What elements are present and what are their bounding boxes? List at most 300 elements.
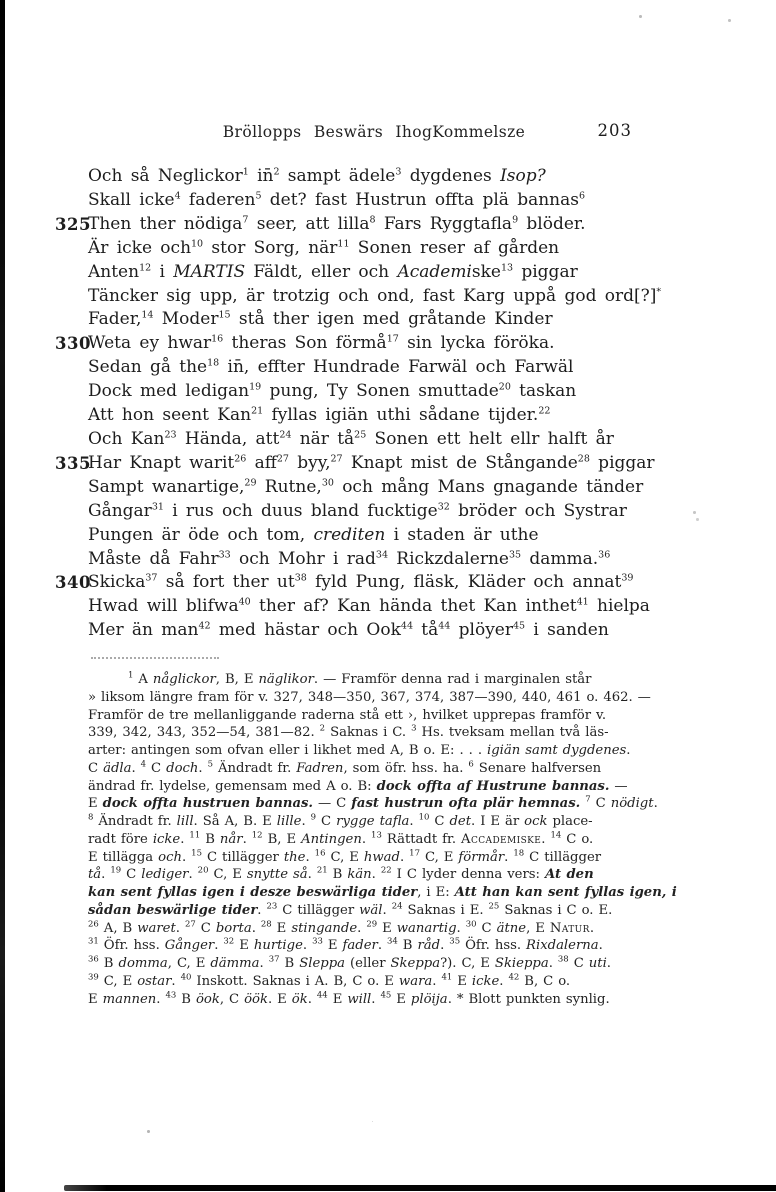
footnote-reference: 27 xyxy=(184,919,196,930)
text-segment: Isop? xyxy=(500,166,546,186)
text-segment: . xyxy=(598,938,603,954)
footnote-reference: 22 xyxy=(538,405,551,417)
text-segment: the xyxy=(283,849,306,865)
footnote-line xyxy=(88,866,688,884)
text-segment: . xyxy=(188,867,198,883)
text-segment: Att hon seent Kan xyxy=(88,405,252,426)
footnote-line xyxy=(88,813,688,831)
footnote-reference: 42 xyxy=(198,620,211,632)
text-segment: Inskott. Saknas i A. B, C o. E xyxy=(191,973,399,989)
text-segment: . xyxy=(305,849,315,865)
footnote-reference: 36 xyxy=(598,548,611,560)
text-segment: crediten xyxy=(313,524,386,545)
text-segment: will xyxy=(347,991,372,1007)
footnote-reference: 20 xyxy=(197,865,209,876)
footnote-reference: 28 xyxy=(577,453,590,465)
footnote-reference: 26 xyxy=(88,919,99,930)
text-segment: Sleppa xyxy=(299,956,346,971)
text-segment: stå ther igen med gråtande Kinder xyxy=(230,309,553,330)
text-segment: Ändradt fr. xyxy=(93,814,177,829)
text-segment: E xyxy=(327,991,348,1007)
text-segment: . * Blott punkten synlig. xyxy=(447,991,610,1007)
text-segment: sampt ädele xyxy=(279,166,396,186)
text-segment: B xyxy=(279,956,300,971)
text-segment: bröder och Systrar xyxy=(449,500,627,521)
text-segment: sin lycka föröka. xyxy=(398,333,555,354)
text-segment: Accademiske xyxy=(461,831,542,847)
text-segment: icke xyxy=(471,973,500,989)
text-segment: förmår xyxy=(458,849,505,865)
text-segment: . xyxy=(399,849,410,865)
text-segment: mannen xyxy=(102,991,157,1007)
text-segment: kan sent fyllas igen i desze beswärliga tider xyxy=(88,885,418,900)
footnote-reference: 41 xyxy=(576,596,589,608)
text-segment: Att han kan sent fyllas igen, i xyxy=(454,885,677,900)
verse-line-text xyxy=(88,190,585,210)
text-segment: Hwad will blifwa xyxy=(88,596,239,617)
text-segment: . xyxy=(440,938,450,954)
verse-line-text xyxy=(88,501,627,521)
text-segment: Har Knapt warit xyxy=(88,452,235,473)
footnote-reference: 45 xyxy=(513,620,526,632)
verse-line xyxy=(88,524,708,548)
text-segment: ?). C, E xyxy=(440,956,495,971)
footnote-reference: 8 xyxy=(88,812,94,823)
verse-line-text xyxy=(88,166,546,186)
verse-line xyxy=(88,308,708,332)
text-segment: tå xyxy=(88,867,102,883)
verse-line xyxy=(88,548,708,572)
text-segment: Then ther nödiga xyxy=(88,213,243,234)
text-segment: och Mohr i rad xyxy=(230,548,376,569)
text-segment: . xyxy=(541,831,551,847)
text-segment: icke xyxy=(152,831,181,847)
scan-edge-left xyxy=(0,0,5,1192)
verse-block xyxy=(55,165,708,643)
verse-line xyxy=(88,500,708,524)
text-segment: råd xyxy=(417,938,441,954)
verse-line xyxy=(88,619,708,643)
verse-line-text xyxy=(88,262,578,282)
footnote-reference: 5 xyxy=(207,759,214,770)
text-segment: . xyxy=(181,849,192,865)
text-segment: wara xyxy=(398,973,433,989)
text-segment: At den xyxy=(544,867,594,883)
text-segment: lille xyxy=(276,814,302,829)
footnote-reference: 24 xyxy=(391,901,403,912)
footnote-reference: 3 xyxy=(411,723,417,734)
text-segment: fyld Pung, fläsk, Kläder och annat xyxy=(306,572,622,593)
text-segment: C o. xyxy=(561,831,594,847)
footnote-reference: 31 xyxy=(151,501,164,513)
text-segment: fader xyxy=(342,938,378,954)
text-segment: . Så A, B. E xyxy=(193,814,277,829)
text-segment: in̄ xyxy=(248,166,274,186)
text-segment: Fadren xyxy=(296,760,344,776)
verse-line-text xyxy=(88,286,661,306)
text-segment: , som öfr. hss. ha. xyxy=(343,760,469,776)
text-segment: i sanden xyxy=(525,620,609,641)
footnote-reference: 16 xyxy=(314,848,326,859)
verse-line xyxy=(88,428,708,452)
text-segment: Natur xyxy=(549,920,590,936)
text-segment: sådan beswärlige tider xyxy=(88,902,258,918)
text-segment: . xyxy=(548,956,558,971)
footnote-line xyxy=(88,795,688,813)
text-segment: det? fast Hustrun offta plä bannas xyxy=(261,189,579,210)
text-segment: dygdenes xyxy=(401,166,501,186)
text-segment: Rickzdalerne xyxy=(388,548,509,569)
verse-line-text xyxy=(88,357,574,377)
footnote-reference: 30 xyxy=(321,477,334,489)
footnote-line xyxy=(88,689,688,707)
text-segment: . xyxy=(653,796,658,812)
verse-line-text xyxy=(88,333,555,353)
text-segment: ske xyxy=(471,261,501,282)
text-segment: Sonen reser af gården xyxy=(349,237,560,258)
text-segment: ök xyxy=(291,991,308,1007)
verse-line-text xyxy=(88,477,643,497)
verse-line-text xyxy=(88,620,609,640)
text-segment: . xyxy=(589,920,595,936)
text-segment: . xyxy=(626,743,631,758)
footnote-line xyxy=(88,902,688,920)
text-segment: place- xyxy=(547,814,593,829)
verse-line-number: 325 xyxy=(55,214,91,234)
footnote-reference: 29 xyxy=(244,477,257,489)
text-segment: , E xyxy=(526,920,550,936)
text-segment: » liksom längre fram för v. 327, 348—350, 367, 374, 387—390, 440, 461 o. 462. — xyxy=(88,689,651,705)
footnote-reference: 7 xyxy=(585,794,591,805)
scan-edge-bottom xyxy=(64,1185,776,1191)
text-segment: i rus och duus bland fucktige xyxy=(163,500,438,521)
text-segment: E xyxy=(88,796,103,812)
text-segment: Pungen är öde och tom, xyxy=(88,524,314,545)
verse-line-text xyxy=(88,381,576,401)
text-segment: Weta ey hwar xyxy=(88,333,212,354)
footnote-reference: 32 xyxy=(437,501,450,513)
text-segment: E xyxy=(271,920,292,936)
text-segment: C xyxy=(568,956,589,971)
verse-line-text xyxy=(88,572,633,592)
verse-line-text xyxy=(88,453,655,473)
footnote-reference: 11 xyxy=(189,830,201,841)
footnote-reference: 10 xyxy=(191,238,204,250)
footnote-line xyxy=(88,955,688,973)
verse-line xyxy=(88,380,708,404)
text-segment: C xyxy=(146,760,167,776)
text-segment: C, E xyxy=(98,973,138,989)
text-segment: . E xyxy=(267,991,292,1007)
verse-line xyxy=(88,165,708,189)
text-segment: piggar xyxy=(589,452,655,473)
text-segment: wäl xyxy=(359,902,383,918)
text-segment: . xyxy=(257,902,267,918)
text-segment: B xyxy=(327,867,348,883)
text-segment: . xyxy=(259,956,269,971)
footnote-reference: 31 xyxy=(88,936,99,947)
text-segment: theras Son förmå xyxy=(223,333,387,354)
text-segment: C tillägger xyxy=(202,849,284,865)
footnote-reference: 26 xyxy=(234,453,247,465)
verse-line-text xyxy=(88,238,559,258)
text-segment: E xyxy=(234,938,254,954)
text-segment: . xyxy=(302,938,313,954)
text-segment: ädla xyxy=(103,760,132,776)
text-segment: C xyxy=(476,920,497,936)
text-segment: Ändradt fr. xyxy=(213,760,297,776)
text-segment: A, B xyxy=(98,920,138,936)
text-segment: , C xyxy=(219,991,245,1007)
text-segment: A xyxy=(133,672,153,687)
text-segment: . xyxy=(382,902,392,918)
text-segment: Sonen ett helt ellr halft år xyxy=(366,428,614,449)
text-segment: . xyxy=(251,920,261,936)
text-segment: Mer än man xyxy=(88,620,199,641)
text-segment: . xyxy=(499,973,509,989)
footnote-reference: 40 xyxy=(180,972,192,983)
footnote-line xyxy=(88,760,688,778)
text-segment: B, C o. xyxy=(519,973,571,989)
footnote-separator xyxy=(91,657,219,659)
footnote-reference: 34 xyxy=(375,548,388,560)
text-segment: C xyxy=(121,867,142,883)
text-segment: nödigt xyxy=(610,796,654,812)
text-segment: uti xyxy=(588,956,607,971)
text-segment: byy, xyxy=(288,452,331,473)
text-segment: Täncker sig upp, är trotzig och ond, fast Karg uppå god ord[?] xyxy=(88,285,657,306)
footnote-reference: 34 xyxy=(387,936,398,947)
text-segment: . xyxy=(242,831,252,847)
text-segment: ändrad fr. lydelse, gemensam med A o. B: xyxy=(88,778,377,794)
footnote-reference: 35 xyxy=(449,936,461,947)
text-segment: Moder xyxy=(153,309,219,330)
text-segment: . — Framför denna rad i marginalen står xyxy=(313,672,592,687)
footnote-reference: 1 xyxy=(242,166,249,178)
verse-line-number: 335 xyxy=(55,453,91,473)
footnote-reference: 5 xyxy=(255,190,262,202)
text-segment: Fader, xyxy=(88,309,142,330)
footnote-reference: 36 xyxy=(88,954,99,965)
footnote-reference: 16 xyxy=(211,333,224,345)
text-segment: tå xyxy=(413,620,439,641)
text-segment: öök xyxy=(244,991,268,1007)
text-segment: C tillägger xyxy=(277,902,360,918)
footnote-reference: 27 xyxy=(276,453,289,465)
text-segment: hwad xyxy=(363,849,400,865)
footnote-reference: 15 xyxy=(218,309,231,321)
footnote-reference: 28 xyxy=(260,919,272,930)
footnote-reference: 44 xyxy=(400,620,413,632)
text-segment: Framför de tre mellanliggande raderna stå ett ›, hvilket upprepas framför v. xyxy=(88,707,607,723)
text-segment: doch xyxy=(166,760,199,776)
text-segment: C xyxy=(88,760,104,776)
text-segment: fyllas igiän uthi sådane tijder. xyxy=(263,405,539,426)
footnote-reference: 13 xyxy=(371,830,382,841)
footnote-reference: 41 xyxy=(441,972,453,983)
text-segment: plöyer xyxy=(450,620,513,641)
footnote-reference: 39 xyxy=(621,572,634,584)
footnote-reference: 17 xyxy=(386,333,399,345)
text-segment: Academi xyxy=(397,261,472,282)
footnote-line xyxy=(88,742,688,760)
text-segment: Gångar xyxy=(88,500,152,521)
footnote-reference: 25 xyxy=(354,429,367,441)
text-segment: . xyxy=(361,831,372,847)
verse-line-text xyxy=(88,405,550,425)
text-segment: B xyxy=(397,938,418,954)
text-segment: faderen xyxy=(180,189,256,210)
text-segment: Senare halfversen xyxy=(473,760,602,776)
footnote-reference: 38 xyxy=(294,572,307,584)
footnote-reference: 40 xyxy=(238,596,251,608)
text-segment: Hs. tveksam mellan två läs- xyxy=(416,725,609,741)
text-segment: , B, E xyxy=(215,672,259,687)
text-segment: , C, E xyxy=(167,956,211,971)
page-number: 203 xyxy=(597,121,632,140)
text-segment: stingande xyxy=(291,920,358,936)
footnote-line xyxy=(88,724,688,742)
text-segment: B xyxy=(200,831,220,847)
footnote-reference: 15 xyxy=(191,848,202,859)
text-segment: C, E xyxy=(419,849,459,865)
footnote-reference: 6 xyxy=(468,759,474,770)
verse-line-number: 340 xyxy=(55,573,91,593)
text-segment: . xyxy=(198,760,208,776)
footnote-reference: 35 xyxy=(508,548,522,560)
text-segment: Sampt wanartige, xyxy=(88,476,245,497)
text-segment: Skicka xyxy=(88,572,146,593)
text-segment: arter: antingen som ofvan eller i likhet med A, B o. E: . . . xyxy=(88,743,488,758)
footnote-line xyxy=(88,778,688,796)
text-segment: Gånger xyxy=(164,938,215,954)
footnote-reference: 33 xyxy=(218,548,231,560)
text-segment: . xyxy=(307,867,317,883)
text-segment: B xyxy=(98,956,119,971)
verse-line xyxy=(88,237,708,261)
footnote-reference: 6 xyxy=(578,190,586,202)
text-segment: Antingen xyxy=(301,831,362,847)
text-segment: dock offta af Hustrune bannas. xyxy=(376,778,610,794)
footnote-reference: 44 xyxy=(438,620,451,632)
text-segment: ostar xyxy=(137,973,172,989)
footnote-reference: 23 xyxy=(266,901,278,912)
text-segment: ther af? Kan hända thet Kan inthet xyxy=(250,596,577,617)
text-segment: Saknas i C o. E. xyxy=(499,902,613,918)
text-segment: Saknas i E. xyxy=(402,902,489,918)
footnote-reference: 21 xyxy=(251,405,264,417)
text-segment: . xyxy=(180,831,190,847)
footnote-line xyxy=(88,707,688,725)
text-segment: I C lyder denna vers: xyxy=(391,867,545,883)
text-segment: Saknas i C. xyxy=(325,725,412,741)
text-segment: Dock med ledigan xyxy=(88,381,250,402)
footnote-reference: 33 xyxy=(312,936,323,947)
text-segment: Och Kan xyxy=(88,428,165,449)
text-segment: hielpa xyxy=(588,596,650,617)
text-segment: — C xyxy=(313,796,352,812)
verse-line-text xyxy=(88,549,610,569)
text-segment: E xyxy=(391,991,411,1007)
verse-line-text xyxy=(88,596,650,616)
footnote-reference: 29 xyxy=(366,919,378,930)
text-segment: hurtige xyxy=(253,938,303,954)
text-segment: Skieppa xyxy=(494,956,549,971)
verse-line-text xyxy=(88,309,553,329)
text-segment: ock xyxy=(524,814,548,829)
text-segment: E tillägga xyxy=(88,849,159,865)
footnote-reference: 32 xyxy=(223,936,235,947)
footnote-reference: 37 xyxy=(268,954,280,965)
text-segment: dock offta hustruen bannas. xyxy=(102,796,314,812)
text-segment: C xyxy=(429,814,450,829)
footnote-reference: 37 xyxy=(145,572,158,584)
verse-line-text xyxy=(88,429,614,449)
text-segment: B xyxy=(176,991,196,1007)
text-segment: seer, att lilla xyxy=(248,213,370,234)
footnote-reference: 17 xyxy=(409,848,420,859)
text-segment: när tå xyxy=(291,428,355,449)
text-segment: fast hustrun ofta plär hemnas. xyxy=(351,796,581,812)
footnote-reference: 14 xyxy=(550,830,562,841)
text-segment: . xyxy=(409,814,419,829)
text-segment: Rättadt fr. xyxy=(381,831,462,847)
footnote-reference: 21 xyxy=(316,865,328,876)
text-segment: dämma xyxy=(210,956,260,971)
text-segment: lill xyxy=(176,814,194,829)
footnote-line xyxy=(88,884,688,902)
text-segment: E xyxy=(452,973,472,989)
footnote-reference: 9 xyxy=(512,214,519,226)
footnote-reference: 23 xyxy=(164,429,177,441)
footnote-reference: 18 xyxy=(513,848,525,859)
text-segment: och mång Mans gnagande tänder xyxy=(333,476,644,497)
text-segment: . xyxy=(131,760,141,776)
text-segment: lediger xyxy=(141,867,189,883)
text-segment: wanartig xyxy=(396,920,457,936)
verse-line-text xyxy=(88,214,586,234)
text-segment: . xyxy=(432,973,442,989)
footnote-reference: 19 xyxy=(249,381,262,393)
text-segment: Är icke och xyxy=(88,237,192,258)
text-segment: öok xyxy=(195,991,220,1007)
text-segment: Knapt mist de Stångande xyxy=(342,452,578,473)
text-segment: taskan xyxy=(510,381,577,402)
footnote-reference: 12 xyxy=(139,261,152,273)
verse-line xyxy=(88,595,708,619)
text-segment: Måste då Fahr xyxy=(88,548,219,569)
verse-line-number: 330 xyxy=(55,334,91,354)
text-segment: . I E är xyxy=(471,814,525,829)
text-segment: och xyxy=(158,849,182,865)
footnote-reference: 43 xyxy=(165,990,177,1001)
footnote-reference: 4 xyxy=(140,759,147,770)
text-segment: C xyxy=(316,814,337,829)
text-segment: . xyxy=(371,991,381,1007)
text-segment: C, E xyxy=(325,849,364,865)
text-segment: Och så Neglickor xyxy=(88,166,243,186)
text-segment: in̄, effter Hundrade Farwäl och Farwäl xyxy=(219,357,574,378)
footnotes-block xyxy=(88,671,688,1008)
text-segment: 339, 342, 343, 352—54, 381—82. xyxy=(88,725,320,741)
text-segment: i xyxy=(151,261,174,282)
text-segment: Öfr. hss. xyxy=(460,938,527,954)
text-segment: Rutne, xyxy=(256,476,322,497)
footnote-line xyxy=(88,671,688,689)
text-segment: rygge tafla xyxy=(336,814,410,829)
text-segment: C tillägger xyxy=(524,849,602,865)
text-segment: . xyxy=(214,938,224,954)
